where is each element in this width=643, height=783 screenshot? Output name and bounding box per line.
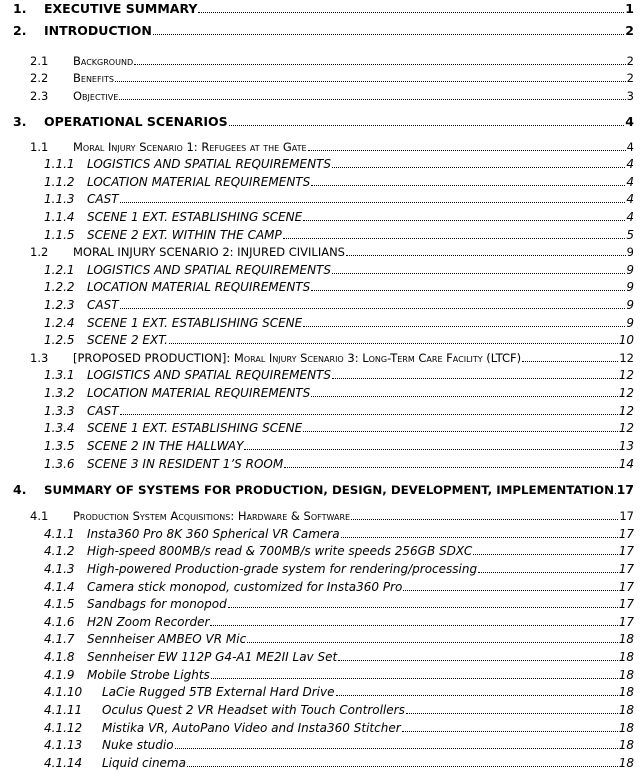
toc-entry-title: Objective [73,89,119,103]
toc-entry-number: 1.2.1 [44,263,75,277]
toc-entry[interactable] [0,560,643,578]
toc-entry-page: 12 [618,421,634,435]
toc-entry-page: 13 [618,439,634,453]
toc-entry-title: Sennheiser EW 112P G4-A1 ME2II Lav Set [87,650,338,664]
toc-entry-title: SCENE 1 EXT. ESTABLISHING SCENE [87,210,303,224]
dot-leader [134,64,626,65]
toc-entry-page: 17 [618,562,634,576]
toc-entry-page: 5 [626,228,634,242]
dot-leader [311,185,625,186]
toc-entry[interactable] [0,481,643,499]
toc-entry-title: CAST [87,298,119,312]
toc-entry-number: 1.3.3 [44,404,75,418]
toc-entry-page: 18 [618,738,634,752]
dot-leader [341,537,618,538]
toc-entry-page: 9 [626,316,634,330]
toc-entry-number: 1.3.1 [44,368,75,382]
toc-entry-number: 2.3 [30,89,49,103]
toc-entry-number: 1.2.5 [44,333,75,347]
dot-leader [332,378,618,379]
toc-entry-page: 9 [626,298,634,312]
dot-leader [115,81,626,82]
toc-entry-number: 3. [13,114,27,129]
dot-leader [303,220,625,221]
toc-entry-title: Mobile Strobe Lights [87,668,210,682]
toc-entry-number: 1. [13,1,27,16]
toc-entry[interactable] [0,261,643,279]
toc-entry-number: 4.1.11 [44,703,83,717]
dot-leader [187,766,618,767]
toc-entry-title: Oculus Quest 2 VR Headset with Touch Controllers [102,703,405,717]
toc-entry-number: 2. [13,23,27,38]
dot-leader [153,34,624,35]
dot-leader [338,660,618,661]
toc-entry[interactable] [0,52,643,70]
toc-entry-title: LOGISTICS AND SPATIAL REQUIREMENTS [87,368,331,382]
toc-entry-page: 3 [626,89,634,103]
toc-entry[interactable] [0,666,643,684]
toc-entry-title: EXECUTIVE SUMMARY [44,1,198,16]
dot-leader [284,467,618,468]
toc-entry-title: Camera stick monopod, customized for Insta360 Pro [87,580,403,594]
toc-entry[interactable] [0,331,643,349]
toc-entry[interactable] [0,578,643,596]
toc-entry-number: 1.3.2 [44,386,75,400]
toc-entry-page: 12 [618,368,634,382]
dot-leader [403,590,618,591]
toc-entry-number: 4.1.13 [44,738,83,752]
toc-entry-number: 1.2.3 [44,298,75,312]
toc-entry[interactable] [0,138,643,156]
toc-entry-title: High-speed 800MB/s read & 700MB/s write speeds 256GB SDXC [87,544,473,558]
dot-leader [120,202,625,203]
toc-entry-title: LOCATION MATERIAL REQUIREMENTS [87,280,311,294]
toc-entry[interactable] [0,754,643,772]
toc-entry-number: 1.2.4 [44,316,75,330]
toc-entry-page: 4 [626,210,634,224]
toc-entry-title: Production System Acquisitions: Hardware & Software [73,509,351,523]
toc-entry-title: LOCATION MATERIAL REQUIREMENTS [87,386,311,400]
toc-entry-number: 1.1.2 [44,175,75,189]
toc-entry[interactable] [0,349,643,367]
toc-entry-page: 17 [618,544,634,558]
toc-entry[interactable] [0,419,643,437]
toc-entry[interactable] [0,648,643,666]
toc-entry-page: 17 [618,580,634,594]
toc-entry-number: 4.1.1 [44,527,75,541]
toc-entry-page: 18 [618,668,634,682]
toc-entry-number: 4.1 [30,509,49,523]
toc-entry-page: 12 [618,386,634,400]
toc-entry-title: Liquid cinema [102,756,186,770]
toc-entry-page: 18 [618,650,634,664]
dot-leader [169,343,618,344]
toc-entry-number: 4. [13,482,27,497]
toc-entry-page: 18 [618,756,634,770]
toc-entry-page: 17 [618,527,634,541]
toc-entry-page: 17 [619,509,634,523]
toc-entry[interactable] [0,542,643,560]
toc-entry-title: INTRODUCTION [44,23,152,38]
toc-entry-number: 4.1.3 [44,562,75,576]
toc-entry-number: 2.1 [30,54,49,68]
toc-entry-page: 2 [626,71,634,85]
toc-entry[interactable] [0,69,643,87]
toc-entry-number: 4.1.7 [44,632,75,646]
toc-entry-page: 9 [626,245,634,259]
toc-entry-page: 12 [619,351,634,365]
toc-entry-title: SCENE 2 EXT. WITHIN THE CAMP [87,228,282,242]
dot-leader [478,572,618,573]
toc-entry[interactable] [0,366,643,384]
dot-leader [303,326,625,327]
toc-entry-title: SCENE 1 EXT. ESTABLISHING SCENE [87,316,303,330]
toc-entry-title: LaCie Rugged 5TB External Hard Drive [102,685,335,699]
toc-entry-page: 9 [626,263,634,277]
toc-entry-page: 9 [626,280,634,294]
toc-entry[interactable] [0,314,643,332]
dot-leader [406,713,618,714]
toc-entry-page: 10 [618,333,634,347]
toc-entry[interactable] [0,243,643,261]
dot-leader [211,678,618,679]
toc-entry-title: MORAL INJURY SCENARIO 2: INJURED CIVILIANS [73,245,345,259]
toc-entry-page: 18 [618,632,634,646]
toc-entry[interactable] [0,701,643,719]
toc-entry[interactable] [0,402,643,420]
dot-leader [311,396,618,397]
toc-entry[interactable] [0,113,643,131]
dot-leader [473,554,618,555]
toc-entry-title: SCENE 2 IN THE HALLWAY [87,439,244,453]
toc-entry-page: 2 [626,54,634,68]
toc-entry-number: 4.1.14 [44,756,83,770]
toc-entry-number: 1.3.4 [44,421,75,435]
toc-entry[interactable] [0,0,643,18]
toc-entry[interactable] [0,173,643,191]
toc-entry-page: 1 [625,1,634,16]
toc-entry-number: 4.1.9 [44,668,75,682]
toc-entry-number: 4.1.2 [44,544,75,558]
dot-leader [303,431,618,432]
toc-entry[interactable] [0,683,643,701]
toc-entry-page: 17 [616,482,634,497]
toc-entry-number: 4.1.10 [44,685,83,699]
toc-entry-title: CAST [87,404,119,418]
dot-leader [228,607,618,608]
toc-entry-page: 4 [626,175,634,189]
dot-leader [198,12,624,13]
toc-entry[interactable] [0,455,643,473]
toc-entry-page: 17 [618,597,634,611]
toc-entry-title: SCENE 2 EXT. [87,333,168,347]
dot-leader [229,125,624,126]
toc-entry[interactable] [0,630,643,648]
toc-entry-number: 1.1.5 [44,228,75,242]
toc-entry[interactable] [0,87,643,105]
toc-entry-number: 4.1.12 [44,721,83,735]
toc-entry-number: 2.2 [30,71,49,85]
toc-entry-title: SUMMARY OF SYSTEMS FOR PRODUCTION, DESIGN, DEVELOPMENT, IMPLEMENTATION [44,483,614,497]
dot-leader [210,625,618,626]
dot-leader [244,449,618,450]
toc-entry[interactable] [0,719,643,737]
toc-entry-title: Background [73,54,134,68]
toc-entry-title: CAST [87,192,119,206]
toc-entry-page: 4 [626,140,634,154]
toc-entry[interactable] [0,736,643,754]
toc-entry-number: 1.2 [30,245,49,259]
dot-leader [346,255,626,256]
toc-entry-title: Benefits [73,71,114,85]
dot-leader [247,642,618,643]
toc-entry-title: LOCATION MATERIAL REQUIREMENTS [87,175,311,189]
toc-entry-page: 2 [625,23,634,38]
toc-entry-number: 1.3 [30,351,49,365]
toc-entry-number: 4.1.6 [44,615,75,629]
toc-entry[interactable] [0,278,643,296]
dot-leader [308,150,626,151]
toc-entry[interactable] [0,155,643,173]
toc-entry-page: 14 [618,457,634,471]
dot-leader [332,167,625,168]
toc-entry-page: 18 [618,685,634,699]
toc-entry-number: 1.3.5 [44,439,75,453]
toc-entry-page: 4 [625,114,634,129]
toc-entry[interactable] [0,208,643,226]
toc-entry-title: H2N Zoom Recorder [87,615,210,629]
toc-entry-title: [PROPOSED PRODUCTION]: Moral Injury Scenario 3: Long-Term Care Facility (LTCF) [73,351,522,365]
toc-entry-title: Sennheiser AMBEO VR Mic [87,632,247,646]
toc-entry-page: 12 [618,404,634,418]
toc-entry-number: 1.1.4 [44,210,75,224]
dot-leader [351,519,618,520]
toc-entry[interactable] [0,437,643,455]
dot-leader [175,748,618,749]
toc-entry-page: 18 [618,721,634,735]
toc-entry-title: LOGISTICS AND SPATIAL REQUIREMENTS [87,157,331,171]
toc-entry-title: Mistika VR, AutoPano Video and Insta360 Stitcher [102,721,401,735]
dot-leader [120,308,625,309]
toc-entry[interactable] [0,190,643,208]
dot-leader [283,238,625,239]
toc-entry-title: OPERATIONAL SCENARIOS [44,114,228,129]
toc-entry-title: SCENE 3 IN RESIDENT 1’S ROOM [87,457,284,471]
toc-entry-title: Insta360 Pro 8K 360 Spherical VR Camera [87,527,340,541]
dot-leader [332,273,625,274]
toc-entry-number: 4.1.8 [44,650,75,664]
toc-entry-title: SCENE 1 EXT. ESTABLISHING SCENE [87,421,303,435]
toc-entry-title: High-powered Production-grade system for rendering/processing [87,562,478,576]
dot-leader [120,414,618,415]
toc-entry-number: 1.1.3 [44,192,75,206]
toc-entry[interactable] [0,613,643,631]
toc-entry-number: 1.3.6 [44,457,75,471]
toc-entry-page: 17 [618,615,634,629]
dot-leader [119,99,626,100]
toc-entry-number: 1.2.2 [44,280,75,294]
toc-entry-title: Nuke studio [102,738,174,752]
toc-entry-page: 4 [626,192,634,206]
toc-entry-title: Sandbags for monopod [87,597,227,611]
dot-leader [402,731,618,732]
toc-entry[interactable] [0,595,643,613]
toc-entry-title: Moral Injury Scenario 1: Refugees at the Gate [73,140,307,154]
dot-leader [311,290,625,291]
dot-leader [522,361,618,362]
toc-entry[interactable] [0,296,643,314]
toc-entry-number: 4.1.4 [44,580,75,594]
toc-entry[interactable] [0,507,643,525]
toc-entry-number: 4.1.5 [44,597,75,611]
toc-entry[interactable] [0,384,643,402]
toc-entry-page: 18 [618,703,634,717]
toc-entry-number: 1.1 [30,140,49,154]
toc-entry-title: LOGISTICS AND SPATIAL REQUIREMENTS [87,263,331,277]
toc-entry[interactable] [0,22,643,40]
toc-entry[interactable] [0,226,643,244]
toc-entry-page: 4 [626,157,634,171]
dot-leader [336,695,618,696]
toc-entry-number: 1.1.1 [44,157,75,171]
toc-entry[interactable] [0,525,643,543]
